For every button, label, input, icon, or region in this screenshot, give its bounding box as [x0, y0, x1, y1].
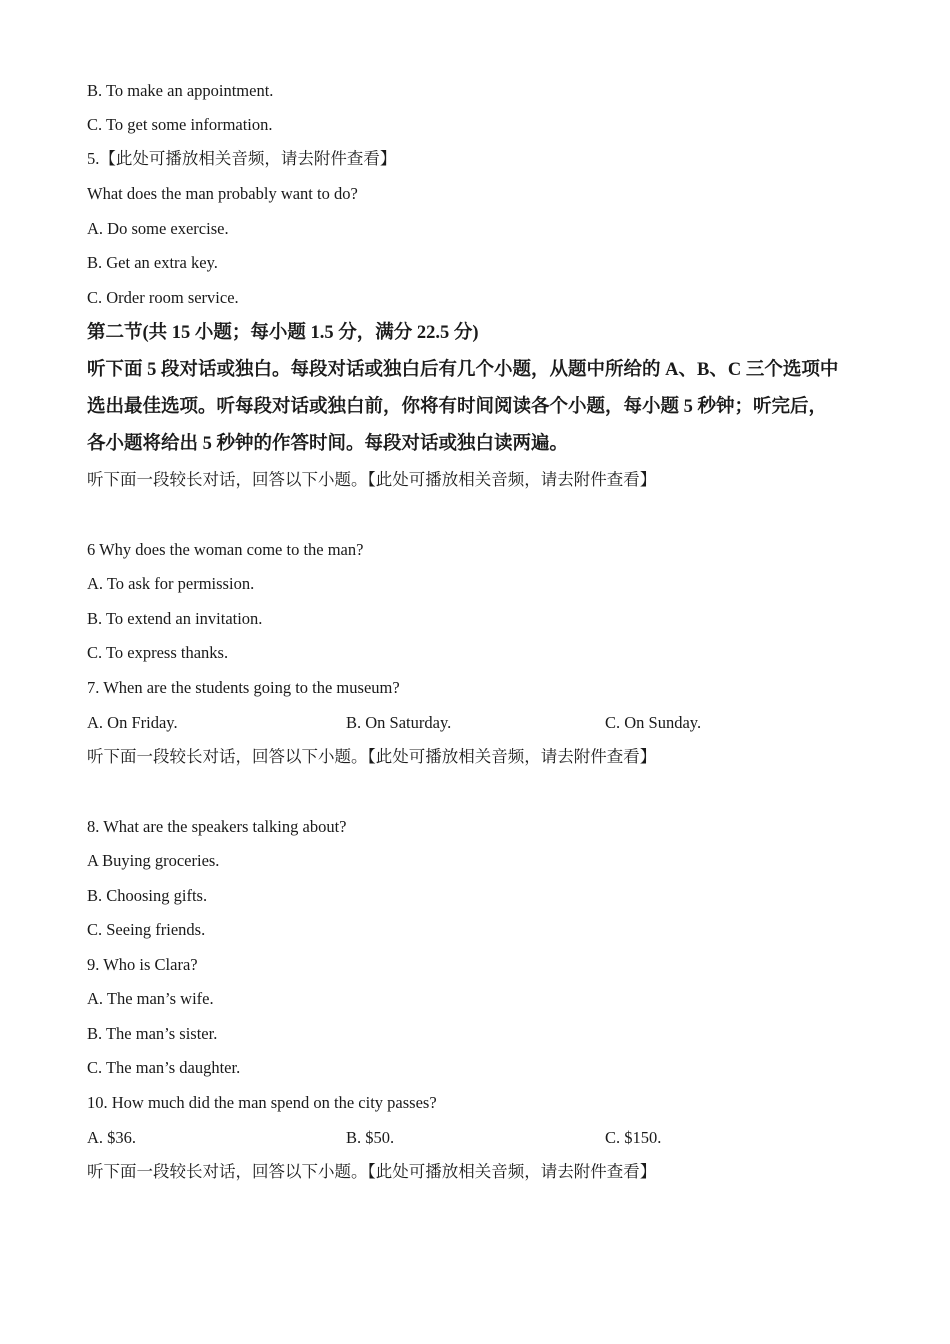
q5-audio-note: 5.【此处可播放相关音频，请去附件查看】 [87, 149, 397, 168]
q9-option-a: A. The man’s wife. [87, 989, 214, 1008]
section2-instruction-line1: 听下面 5 段对话或独白。每段对话或独白后有几个小题，从题中所给的 A、B、C 三个选项中 [87, 360, 839, 380]
dialog3-note: 听下面一段较长对话，回答以下小题。【此处可播放相关音频，请去附件查看】 [87, 1162, 657, 1181]
q9-option-c: C. The man’s daughter. [87, 1058, 241, 1077]
q9-question: 9. Who is Clara? [87, 955, 198, 974]
q8-option-c: C. Seeing friends. [87, 920, 206, 939]
q5-option-b: B. Get an extra key. [87, 253, 218, 272]
q4-option-c: C. To get some information. [87, 115, 273, 134]
q6-option-b: B. To extend an invitation. [87, 609, 263, 628]
section2-heading: 第二节(共 15 小题；每小题 1.5 分，满分 22.5 分) [87, 323, 479, 343]
dialog1-note: 听下面一段较长对话，回答以下小题。【此处可播放相关音频，请去附件查看】 [87, 470, 657, 489]
q6-option-c: C. To express thanks. [87, 643, 229, 662]
q9-option-b: B. The man’s sister. [87, 1024, 218, 1043]
q4-option-b: B. To make an appointment. [87, 81, 274, 100]
q10-option-b: B. $50. [346, 1128, 395, 1147]
q10-option-c: C. $150. [605, 1128, 662, 1147]
q5-option-c: C. Order room service. [87, 288, 239, 307]
q8-option-a: A Buying groceries. [87, 851, 220, 870]
section2-instruction-line2: 选出最佳选项。听每段对话或独白前，你将有时间阅读各个小题，每小题 5 秒钟；听完后， [87, 397, 828, 417]
q10-option-a: A. $36. [87, 1128, 137, 1147]
q8-question: 8. What are the speakers talking about? [87, 817, 347, 836]
section2-instruction-line3: 各小题将给出 5 秒钟的作答时间。每段对话或独白读两遍。 [87, 434, 569, 454]
q10-question: 10. How much did the man spend on the city passes? [87, 1093, 437, 1112]
q7-option-c: C. On Sunday. [605, 713, 702, 732]
q6-option-a: A. To ask for permission. [87, 574, 255, 593]
q5-option-a: A. Do some exercise. [87, 219, 229, 238]
q7-option-a: A. On Friday. [87, 713, 178, 732]
q6-question: 6 Why does the woman come to the man? [87, 540, 364, 559]
q7-question: 7. When are the students going to the museum? [87, 678, 400, 697]
q5-question: What does the man probably want to do? [87, 184, 358, 203]
q7-option-b: B. On Saturday. [346, 713, 452, 732]
q8-option-b: B. Choosing gifts. [87, 886, 208, 905]
q7-options [87, 713, 867, 733]
q10-options [87, 1128, 867, 1148]
dialog2-note: 听下面一段较长对话，回答以下小题。【此处可播放相关音频，请去附件查看】 [87, 747, 657, 766]
